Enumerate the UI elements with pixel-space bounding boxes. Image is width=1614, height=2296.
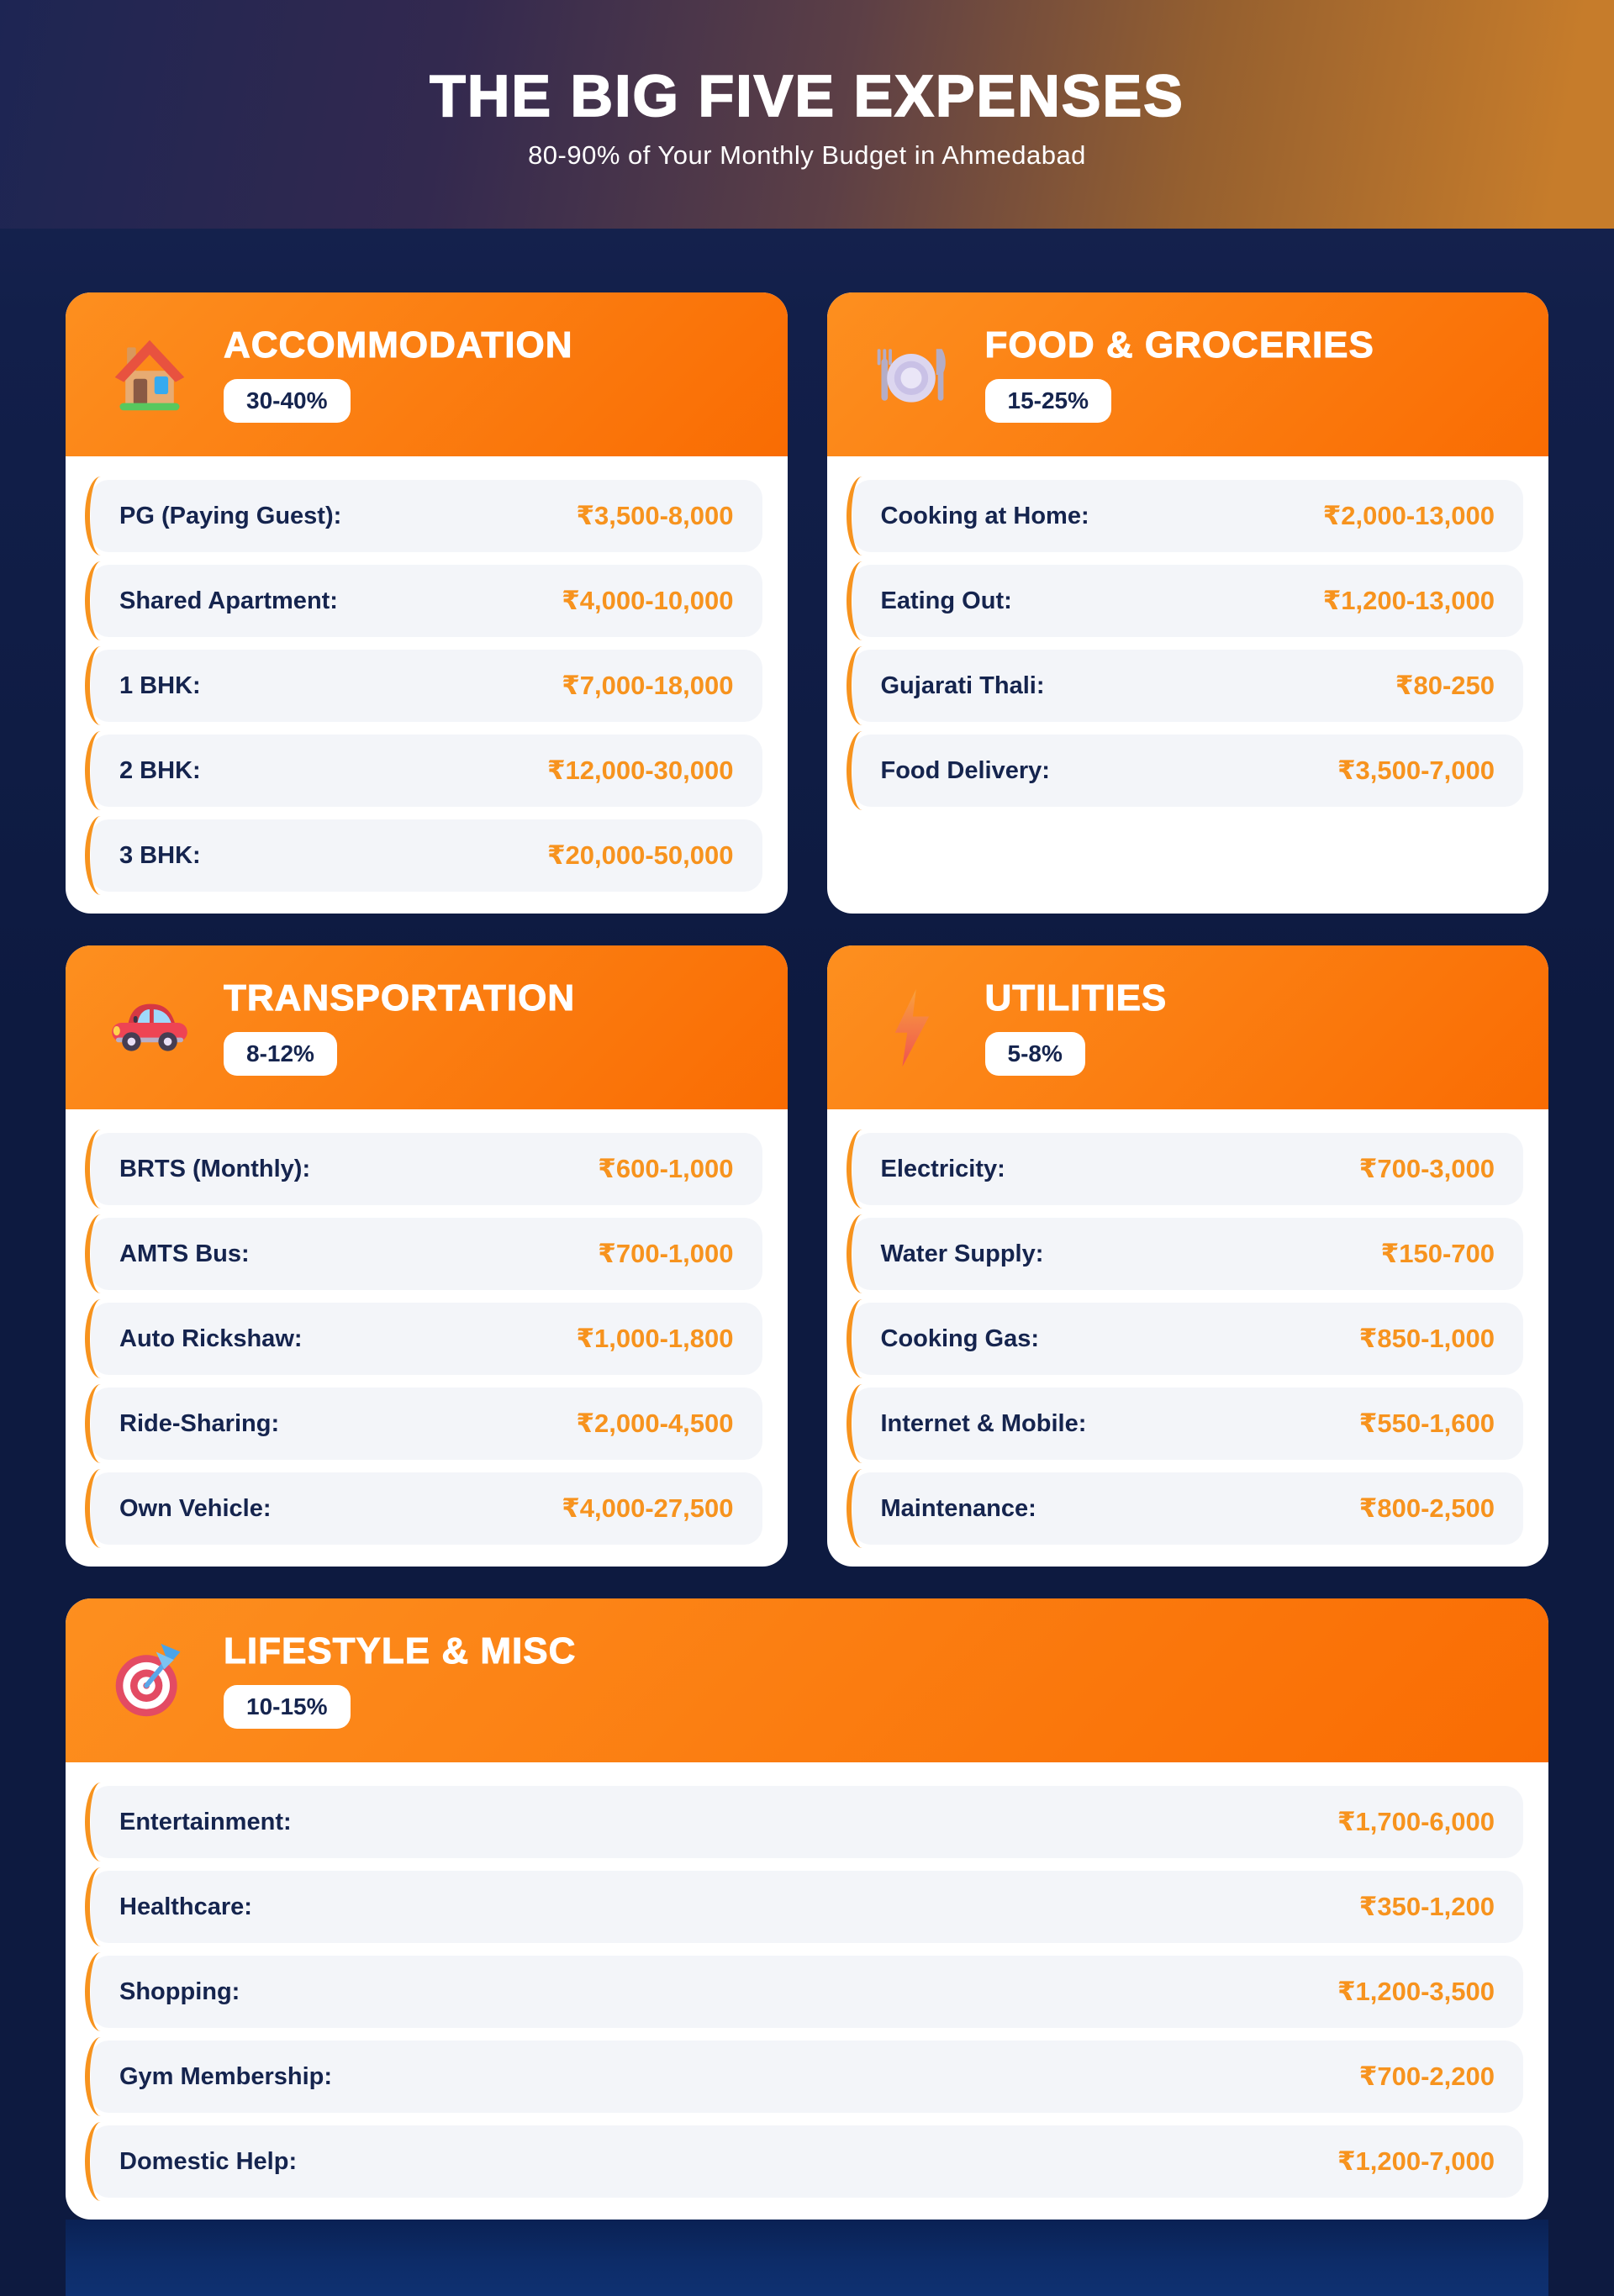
card-lifestyle-body [66, 1762, 1548, 2220]
lightning-icon [871, 987, 952, 1068]
row-value: ₹20,000-50,000 [546, 840, 734, 870]
row-value: ₹350-1,200 [1358, 1892, 1495, 1921]
card-transportation-body [66, 1109, 788, 1567]
row-label: BRTS (Monthly): [119, 1155, 311, 1182]
footer-band [66, 2220, 1548, 2296]
row-value: ₹1,200-13,000 [1322, 586, 1495, 615]
row-label: Water Supply: [880, 1240, 1044, 1267]
card-title: LIFESTYLE & MISC [224, 1630, 577, 1672]
row-label: Entertainment: [119, 1808, 292, 1835]
row-label: Internet & Mobile: [880, 1409, 1087, 1437]
percent-badge: 30-40% [224, 379, 351, 423]
row-label: Auto Rickshaw: [119, 1324, 303, 1352]
row-value: ₹1,700-6,000 [1337, 1807, 1495, 1836]
row-value: ₹80-250 [1395, 671, 1495, 700]
row-value: ₹2,000-13,000 [1322, 501, 1495, 530]
row-value: ₹2,000-4,500 [576, 1409, 734, 1438]
row-label: Healthcare: [119, 1893, 252, 1920]
row-label: Own Vehicle: [119, 1494, 272, 1522]
expense-row [91, 1786, 1523, 1858]
expense-row [852, 1133, 1524, 1205]
row-value: ₹150-700 [1380, 1239, 1495, 1268]
percent-badge: 15-25% [985, 379, 1112, 423]
dining-icon [871, 334, 952, 415]
expense-row [91, 1956, 1523, 2028]
card-lifestyle-header [66, 1598, 1548, 1762]
expense-row [852, 1303, 1524, 1375]
expense-row [91, 480, 762, 552]
expense-row [852, 650, 1524, 722]
row-label: Food Delivery: [880, 756, 1050, 784]
row-label: PG (Paying Guest): [119, 502, 342, 529]
expense-row [852, 1388, 1524, 1460]
card-head-text [224, 977, 576, 1076]
row-label: AMTS Bus: [119, 1240, 250, 1267]
expense-row [91, 1871, 1523, 1943]
card-accommodation [66, 292, 788, 914]
expense-row [852, 565, 1524, 637]
row-label: Domestic Help: [119, 2147, 298, 2175]
card-food-groceries [827, 292, 1549, 914]
row-value: ₹600-1,000 [598, 1154, 734, 1183]
card-accommodation-header [66, 292, 788, 456]
card-accommodation-body [66, 456, 788, 914]
card-transportation-header [66, 945, 788, 1109]
row-value: ₹4,000-27,500 [562, 1493, 734, 1523]
row-value: ₹850-1,000 [1358, 1324, 1495, 1353]
card-title: TRANSPORTATION [224, 977, 576, 1019]
card-title: ACCOMMODATION [224, 324, 573, 366]
expense-row [852, 735, 1524, 807]
expense-row [91, 1303, 762, 1375]
expense-row [91, 735, 762, 807]
expense-row [852, 480, 1524, 552]
row-label: Eating Out: [880, 587, 1012, 614]
row-value: ₹700-3,000 [1358, 1154, 1495, 1183]
row-label: Gym Membership: [119, 2062, 332, 2090]
row-value: ₹700-1,000 [598, 1239, 734, 1268]
row-value: ₹12,000-30,000 [546, 756, 734, 785]
card-title: UTILITIES [984, 977, 1168, 1019]
row-value: ₹7,000-18,000 [562, 671, 734, 700]
card-lifestyle-misc [66, 1598, 1548, 2220]
expense-row [91, 1133, 762, 1205]
card-transportation [66, 945, 788, 1567]
card-head-text [224, 324, 573, 423]
expense-row [91, 2041, 1523, 2113]
row-label: Electricity: [880, 1155, 1005, 1182]
card-head-text [984, 977, 1168, 1076]
row-label: Shared Apartment: [119, 587, 338, 614]
house-icon [109, 334, 190, 415]
expense-row [91, 1218, 762, 1290]
row-value: ₹1,000-1,800 [576, 1324, 734, 1353]
percent-badge: 5-8% [985, 1032, 1085, 1076]
row-value: ₹700-2,200 [1358, 2062, 1495, 2091]
expense-row [91, 2125, 1523, 2198]
row-value: ₹4,000-10,000 [562, 586, 734, 615]
target-icon [109, 1640, 190, 1721]
expense-row [91, 650, 762, 722]
percent-badge: 8-12% [224, 1032, 337, 1076]
card-utilities [827, 945, 1549, 1567]
row-label: Shopping: [119, 1977, 240, 2005]
cards-grid [66, 292, 1548, 2220]
expense-row [91, 819, 762, 892]
row-value: ₹800-2,500 [1358, 1493, 1495, 1523]
row-value: ₹1,200-3,500 [1337, 1977, 1495, 2006]
page-title: THE BIG FIVE EXPENSES [430, 62, 1184, 129]
card-head-text [984, 324, 1374, 423]
page-header [0, 0, 1614, 229]
expense-row [91, 1388, 762, 1460]
card-head-text [224, 1630, 577, 1729]
car-icon [109, 987, 190, 1068]
card-utilities-body [827, 1109, 1549, 1567]
card-title: FOOD & GROCERIES [984, 324, 1374, 366]
expense-row [91, 1472, 762, 1545]
row-value: ₹3,500-8,000 [576, 501, 734, 530]
row-label: Cooking at Home: [880, 502, 1089, 529]
row-value: ₹550-1,600 [1358, 1409, 1495, 1438]
page-subtitle: 80-90% of Your Monthly Budget in Ahmedabad [528, 140, 1086, 170]
expense-row [852, 1472, 1524, 1545]
expense-row [852, 1218, 1524, 1290]
row-value: ₹1,200-7,000 [1337, 2146, 1495, 2176]
row-label: Gujarati Thali: [880, 671, 1045, 699]
expense-row [91, 565, 762, 637]
card-food-header [827, 292, 1549, 456]
row-label: 1 BHK: [119, 671, 201, 699]
row-value: ₹3,500-7,000 [1337, 756, 1495, 785]
percent-badge: 10-15% [224, 1685, 351, 1729]
row-label: Cooking Gas: [880, 1324, 1040, 1352]
row-label: 2 BHK: [119, 756, 201, 784]
row-label: Ride-Sharing: [119, 1409, 280, 1437]
card-utilities-header [827, 945, 1549, 1109]
card-food-body [827, 456, 1549, 914]
row-label: 3 BHK: [119, 841, 201, 869]
row-label: Maintenance: [880, 1494, 1036, 1522]
